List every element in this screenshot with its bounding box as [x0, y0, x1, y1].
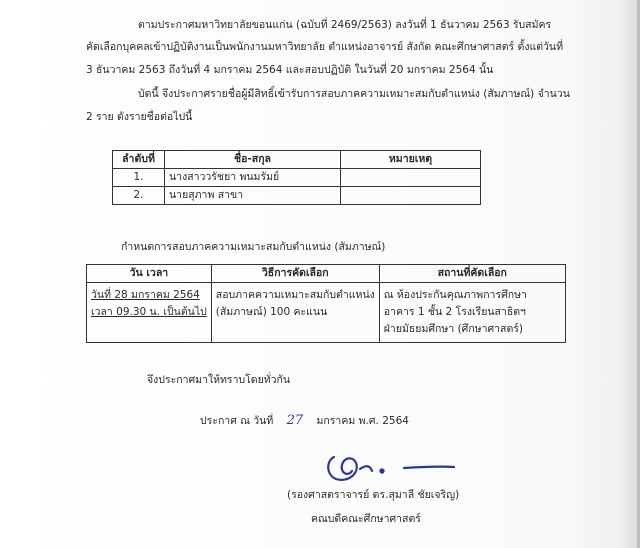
schedule-time: เวลา 09.30 น. เป็นต้นไป: [91, 306, 207, 318]
announce-month-year: มกราคม พ.ศ. 2564: [316, 415, 409, 427]
schedule-caption: กำหนดการสอบภาคความเหมาะสมกับตำแหน่ง (สัมภาษณ์): [121, 241, 386, 253]
intro-line-2: คัดเลือกบุคคลเข้าปฏิบัติงานเป็นพนักงานมหาวิทยาลัย ตำแหน่งอาจารย์ สังกัด คณะศึกษาศาสตร์ ตั้งแต่วันที่: [86, 41, 564, 53]
schedule-place-line-1: ณ ห้องประกันคุณภาพการศึกษา: [383, 289, 527, 301]
row-number: 2.: [113, 187, 165, 205]
signature-mark: [322, 447, 462, 485]
notice-text: จึงประกาศมาให้ทราบโดยทั่วกัน: [147, 374, 291, 386]
intro-line-5: 2 ราย ดังรายชื่อต่อไปนี้: [86, 111, 193, 123]
col-header-datetime: วัน เวลา: [87, 265, 212, 283]
col-header-name: ชื่อ-สกุล: [165, 151, 341, 169]
candidates-header-row: [113, 151, 481, 169]
intro-line-4: บัดนี้ จึงประกาศรายชื่อผู้มีสิทธิ์เข้ารับการสอบภาคความเหมาะสมกับตำแหน่ง (สัมภาษณ์) จำนวน: [138, 88, 570, 100]
schedule-place-line-3: ฝ่ายมัธยมศึกษา (ศึกษาศาสตร์): [383, 323, 524, 335]
signer-name: (รองศาสตราจารย์ ดร.สุมาลี ชัยเจริญ): [287, 489, 460, 501]
row-number: 1.: [113, 169, 165, 187]
schedule-place-cell: [379, 283, 565, 343]
row-name: นางสาววรัชยา พนมรัมย์: [165, 169, 341, 187]
row-name: นายสุภาพ สาขา: [165, 187, 341, 205]
col-header-method: วิธีการคัดเลือก: [211, 265, 379, 283]
table-row: [113, 169, 481, 187]
intro-line-3: 3 ธันวาคม 2563 ถึงวันที่ 4 มกราคม 2564 และสอบปฏิบัติ ในวันที่ 20 มกราคม 2564 นั้น: [86, 64, 494, 76]
intro-line-1: ตามประกาศมหาวิทยาลัยขอนแก่น (ฉบับที่ 2469/2563) ลงวันที่ 1 ธันวาคม 2563 รับสมัคร: [138, 19, 552, 31]
candidates-table: [112, 150, 481, 205]
table-row: [113, 187, 481, 205]
col-header-number: ลำดับที่: [113, 151, 165, 169]
schedule-datetime-cell: [87, 283, 212, 343]
announce-prefix: ประกาศ ณ วันที่: [200, 415, 274, 427]
row-note: [341, 169, 481, 187]
schedule-place-line-2: อาคาร 1 ชั้น 2 โรงเรียนสาธิตฯ: [383, 306, 526, 318]
signer-title: คณบดีคณะศึกษาศาสตร์: [311, 513, 421, 525]
row-note: [341, 187, 481, 205]
announce-date-line: [200, 414, 409, 428]
schedule-method-cell: [211, 283, 379, 343]
schedule-method-line-1: สอบภาคความเหมาะสมกับตำแหน่ง: [215, 289, 375, 301]
announce-day-handwritten: 27: [286, 413, 304, 428]
schedule-method-line-2: (สัมภาษณ์) 100 คะแนน: [215, 306, 328, 318]
table-row: [87, 283, 566, 343]
schedule-header-row: [87, 265, 566, 283]
col-header-place: สถานที่คัดเลือก: [379, 265, 565, 283]
schedule-date: วันที่ 28 มกราคม 2564: [91, 289, 200, 301]
col-header-note: หมายเหตุ: [341, 151, 481, 169]
schedule-table: [86, 264, 566, 343]
